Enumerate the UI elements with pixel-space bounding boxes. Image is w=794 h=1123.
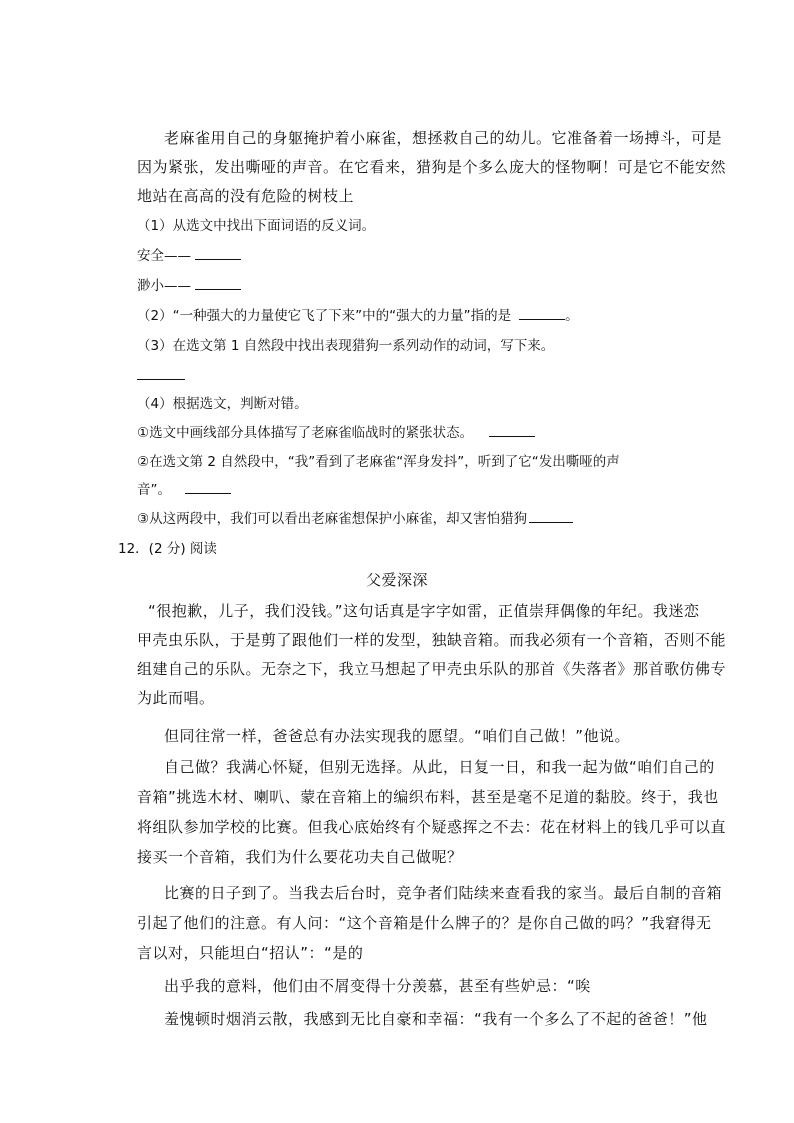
judgement-text: ③从这两段中，我们可以看出老麻雀想保护小麻雀，却又害怕猎狗 — [137, 511, 528, 527]
article-title: 父爱深深 — [365, 571, 428, 589]
answer-blank[interactable] — [529, 521, 573, 523]
question-2 — [137, 310, 579, 324]
article-line: 引起了他们的注意。有人问：“这个音箱是什么牌子的？是你自己做的吗？”我窘得无 — [137, 914, 712, 932]
answer-blank[interactable] — [519, 318, 565, 320]
article-line: 接买一个音箱，我们为什么要花功夫自己做呢？ — [137, 848, 463, 866]
question-12-heading: 12．(2 分) 阅读 — [118, 541, 217, 557]
answer-blank[interactable] — [489, 435, 535, 437]
answer-blank[interactable] — [195, 288, 241, 290]
article-line: 自己做？我满心怀疑，但别无选择。从此，日复一日，和我一起为做“咱们自己的 — [164, 758, 715, 776]
question-1: （1）从选文中找出下面词语的反义词。 — [137, 218, 376, 234]
judgement-item — [137, 513, 573, 527]
article-line: “很抱歉，儿子，我们没钱。”这句话真是字字如雷，正值崇拜偶像的年纪。我迷恋 — [148, 602, 700, 620]
antonym-item — [137, 280, 241, 294]
article-line: 出乎我的意料，他们由不屑变得十分羡慕，甚至有些妒忌：“唉 — [164, 977, 591, 995]
article-line: 言以对，只能坦白“招认”：“是的 — [137, 944, 364, 962]
article-line: 将组队参加学校的比赛。但我心底始终有个疑惑挥之不去：花在材料上的钱几乎可以直 — [137, 818, 727, 836]
judgement-text: 音”。 — [137, 482, 171, 498]
question-3-answer — [137, 370, 185, 384]
passage-line: 地站在高高的没有危险的树枝上 — [137, 187, 355, 205]
answer-blank[interactable] — [195, 258, 241, 260]
judgement-item-cont — [137, 484, 231, 498]
judgement-item — [137, 427, 535, 441]
question-4: （4）根据选文，判断对错。 — [137, 396, 308, 412]
antonym-label: 安全—— — [137, 248, 191, 264]
article-line: 但同往常一样，爸爸总有办法实现我的愿望。“咱们自己做！”他说。 — [164, 727, 631, 745]
question-2-end: 。 — [565, 308, 579, 324]
antonym-item — [137, 250, 241, 264]
answer-blank[interactable] — [137, 378, 185, 380]
question-3: （3）在选文第 1 自然段中找出表现猎狗一系列动作的动词，写下来。 — [137, 338, 555, 354]
judgement-item: ②在选文第 2 自然段中，“我”看到了老麻雀“浑身发抖”，听到了它“发出嘶哑的声 — [137, 454, 620, 470]
article-line: 羞愧顿时烟消云散，我感到无比自豪和幸福：“我有一个多么了不起的爸爸！”他 — [164, 1010, 708, 1028]
answer-blank[interactable] — [185, 492, 231, 494]
judgement-text: ①选文中画线部分具体描写了老麻雀临战时的紧张状态。 — [137, 425, 474, 441]
antonym-label: 渺小—— — [137, 278, 191, 294]
article-line: 组建自己的乐队。无奈之下，我立马想起了甲壳虫乐队的那首《失落者》那首歌仿佛专 — [137, 660, 727, 678]
question-2-text: （2）“一种强大的力量使它飞了下来”中的“强大的力量”指的是 — [137, 308, 512, 324]
passage-line: 老麻雀用自己的身躯掩护着小麻雀，想拯救自己的幼儿。它准备着一场搏斗，可是 — [164, 129, 723, 147]
article-line: 音箱”挑选木材、喇叭、蒙在音箱上的编织布料，甚至是毫不足道的黏胶。终于，我也 — [137, 788, 719, 806]
passage-line: 因为紧张，发出嘶哑的声音。在它看来，猎狗是个多么庞大的怪物啊！可是它不能安然 — [137, 158, 727, 176]
article-line: 比赛的日子到了。当我去后台时，竞争者们陆续来查看我的家当。最后自制的音箱 — [164, 884, 723, 902]
article-line: 为此而唱。 — [137, 689, 215, 707]
article-line: 甲壳虫乐队，于是剪了跟他们一样的发型，独缺音箱。而我必须有一个音箱，否则不能 — [137, 631, 727, 649]
